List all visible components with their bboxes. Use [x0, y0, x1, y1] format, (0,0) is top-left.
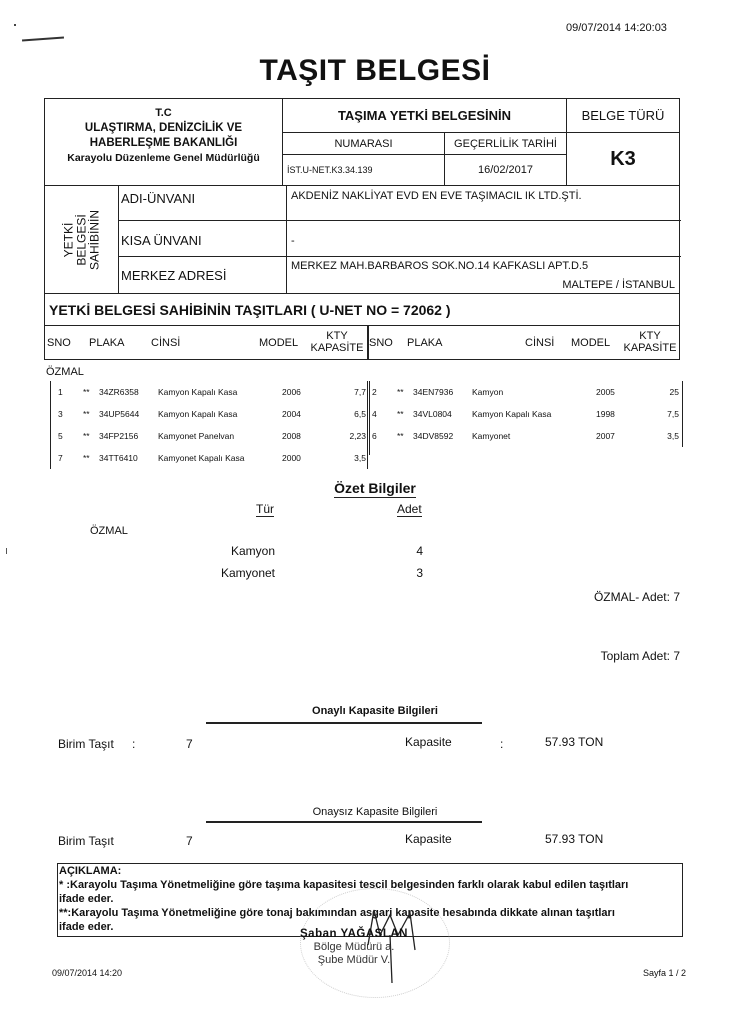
vehicle-sno: 3 [58, 409, 63, 419]
print-timestamp: 09/07/2014 14:20:03 [566, 22, 667, 34]
unapproved-capacity-label: Kapasite [405, 832, 452, 846]
vehicle-row [51, 425, 370, 447]
vehicle-type: Kamyon [472, 387, 504, 397]
vehicle-row [368, 381, 683, 403]
vehicle-list-right [367, 381, 683, 469]
vehicle-model: 2005 [596, 387, 615, 397]
vehicle-plate: 34ZR6358 [99, 387, 139, 397]
vehicle-model: 2007 [596, 431, 615, 441]
vehicle-type: Kamyonet [472, 431, 511, 441]
vehicle-model: 1998 [596, 409, 615, 419]
summary-subtotal: ÖZMAL- Adet: 7 [593, 590, 680, 604]
signatory-role-2: Şube Müdür V. [317, 954, 391, 966]
note-2-cont: ifade eder. [59, 921, 114, 933]
summary-type: Kamyon [230, 544, 275, 558]
unapproved-capacity-value: 57.93 TON [545, 832, 604, 846]
vehicle-mark: ** [83, 387, 90, 397]
authorization-title: TAŞIMA YETKİ BELGESİNİN [283, 99, 567, 133]
vehicle-capacity: 7,7 [354, 387, 366, 397]
vehicle-mark: ** [397, 431, 404, 441]
owner-side-label [45, 186, 119, 293]
address-line2: MALTEPE / İSTANBUL [562, 279, 675, 291]
vehicles-section-title: YETKİ BELGESİ SAHİBİNİN TAŞITLARI ( U-NET NO = 72062 ) [44, 294, 680, 326]
col-plaka: PLAKA [407, 337, 443, 349]
vehicle-list-left [50, 381, 370, 469]
address-line1: MERKEZ MAH.BARBAROS SOK.NO.14 KAFKASLI APT.D.5 [291, 260, 589, 272]
vehicle-row [51, 447, 370, 469]
vehicle-capacity: 7,5 [667, 409, 679, 419]
vehicle-model: 2006 [282, 387, 301, 397]
doc-type-label: BELGE TÜRÜ [567, 99, 679, 133]
vehicle-model: 2004 [282, 409, 301, 419]
kty-line: KTY [326, 330, 348, 342]
vehicle-capacity: 6,5 [354, 409, 366, 419]
approved-capacity-sep: : [500, 737, 504, 751]
owner-table [44, 186, 680, 294]
vehicle-plate: 34EN7936 [413, 387, 454, 397]
approved-capacity-label: Kapasite [405, 735, 452, 749]
scan-artifact [22, 37, 64, 42]
validity-label: GEÇERLİLİK TARİHİ [445, 133, 567, 155]
vehicle-group-label: ÖZMAL [46, 366, 84, 378]
issuer-directorate: Karayolu Düzenleme Genel Müdürlüğü [67, 152, 260, 164]
side-label-line: SAHİBİNİN [87, 209, 101, 270]
approved-capacity-value: 57.93 TON [545, 735, 604, 749]
issuer-block [45, 99, 283, 185]
issuer-ministry-line1: ULAŞTIRMA, DENİZCİLİK VE [84, 122, 243, 134]
col-cinsi: CİNSİ [151, 337, 181, 349]
summary-type: Kamyonet [220, 566, 275, 580]
kty-line: KAPASİTE [623, 342, 677, 354]
vehicle-plate: 34DV8592 [413, 431, 454, 441]
vehicle-plate: 34UP5644 [99, 409, 140, 419]
vehicle-plate: 34TT6410 [99, 453, 138, 463]
signature-block [300, 928, 408, 967]
number-label: NUMARASI [283, 133, 445, 155]
vehicle-model: 2000 [282, 453, 301, 463]
vehicle-plate: 34VL0804 [413, 409, 452, 419]
vehicle-row [368, 425, 683, 447]
vehicle-row [51, 381, 370, 403]
issuer-tc: T.C [155, 107, 172, 119]
approved-capacity-title: Onaylı Kapasite Bilgileri [312, 705, 438, 717]
vehicle-mark: ** [397, 387, 404, 397]
header-table [44, 98, 680, 186]
vehicle-row [51, 403, 370, 425]
vehicle-sno: 2 [372, 387, 377, 397]
owner-value: AKDENİZ NAKLİYAT EVD EN EVE TAŞIMACIL IK LTD.ŞTİ. [291, 190, 582, 202]
col-model: MODEL [259, 337, 299, 349]
kty-line: KTY [639, 330, 661, 342]
unapproved-capacity-rule [206, 821, 482, 823]
col-model: MODEL [571, 337, 611, 349]
vehicle-model: 2008 [282, 431, 301, 441]
vehicle-mark: ** [83, 431, 90, 441]
owner-label: MERKEZ ADRESİ [119, 257, 287, 294]
scan-artifact [6, 548, 7, 554]
summary-col-count: Adet [397, 502, 422, 516]
notes-heading: AÇIKLAMA: [59, 865, 122, 877]
col-sno: SNO [369, 337, 393, 349]
vehicle-capacity: 25 [669, 387, 679, 397]
side-label-line: YETKİ [61, 222, 75, 257]
summary-total: Toplam Adet: 7 [600, 649, 680, 663]
vehicles-table-header [44, 326, 680, 360]
approved-capacity-rule [206, 722, 482, 724]
vehicle-capacity: 2,23 [349, 431, 366, 441]
vehicle-mark: ** [83, 453, 90, 463]
footer-timestamp: 09/07/2014 14:20 [52, 968, 123, 978]
page-title: TAŞIT BELGESİ [259, 54, 491, 87]
vehicle-row [368, 403, 683, 425]
vehicle-capacity: 3,5 [667, 431, 679, 441]
col-plaka: PLAKA [89, 337, 125, 349]
approved-unit-value: 7 [186, 737, 193, 751]
note-1-cont: ifade eder. [59, 893, 114, 905]
summary-count: 3 [416, 566, 423, 580]
validity-value: 16/02/2017 [445, 155, 567, 185]
owner-value: - [291, 235, 295, 247]
vehicle-sno: 6 [372, 431, 377, 441]
vehicle-plate: 34FP2156 [99, 431, 139, 441]
vehicle-type: Kamyonet Panelvan [158, 431, 235, 441]
signatory-name: Şaban YAĞASLAN [300, 928, 408, 940]
side-label-line: BELGESİ [74, 213, 88, 266]
doc-type-value: K3 [610, 148, 636, 170]
col-kty-capacity [619, 330, 681, 363]
vehicle-type: Kamyon Kapalı Kasa [472, 409, 552, 419]
note-1: * :Karayolu Taşıma Yönetmeliğine göre taşıma kapasitesi tescil belgesinden farklı olarak kabul edilen taşıtları [59, 879, 629, 891]
vehicle-sno: 7 [58, 453, 63, 463]
vehicle-type: Kamyon Kapalı Kasa [158, 387, 238, 397]
unapproved-unit-label: Birim Taşıt [58, 834, 114, 848]
vehicle-sno: 5 [58, 431, 63, 441]
summary-group-label: ÖZMAL [90, 525, 128, 537]
kty-line: KAPASİTE [310, 342, 364, 354]
vehicle-capacity: 3,5 [354, 453, 366, 463]
approved-unit-label: Birim Taşıt [58, 737, 114, 751]
owner-row-address [119, 257, 681, 294]
vehicle-mark: ** [83, 409, 90, 419]
owner-value [287, 257, 681, 294]
owner-row-name [119, 186, 681, 221]
owner-label: ADI-ÜNVANI [119, 186, 287, 220]
col-sno: SNO [47, 337, 71, 349]
scan-artifact [14, 24, 16, 26]
vehicle-sno: 4 [372, 409, 377, 419]
owner-label: KISA ÜNVANI [119, 221, 287, 256]
summary-count: 4 [416, 544, 423, 558]
col-kty-capacity [307, 330, 367, 363]
unapproved-capacity-title: Onaysız Kapasite Bilgileri [312, 806, 438, 818]
unapproved-unit-value: 7 [186, 834, 193, 848]
number-value: İST.U-NET.K3.34.139 [283, 155, 445, 185]
page-number: Sayfa 1 / 2 [642, 968, 686, 978]
signatory-role-1: Bölge Müdürü a. [313, 941, 395, 953]
summary-title-text: Özet Bilgiler [334, 480, 416, 496]
vehicle-sno: 1 [58, 387, 63, 397]
note-2: **:Karayolu Taşıma Yönetmeliğine göre tonaj bakımından asgari kapasite hesabında dikkate alınan taşıtları [59, 907, 615, 919]
summary-col-type: Tür [256, 502, 274, 516]
issuer-ministry-line2: HABERLEŞME BAKANLIĞI [89, 137, 238, 149]
vehicle-type: Kamyon Kapalı Kasa [158, 409, 238, 419]
vehicle-mark: ** [397, 409, 404, 419]
col-cinsi: CİNSİ [525, 337, 555, 349]
owner-row-short-name [119, 221, 681, 257]
vehicle-type: Kamyonet Kapalı Kasa [158, 453, 245, 463]
summary-title [0, 480, 750, 498]
approved-unit-sep: : [132, 737, 136, 751]
